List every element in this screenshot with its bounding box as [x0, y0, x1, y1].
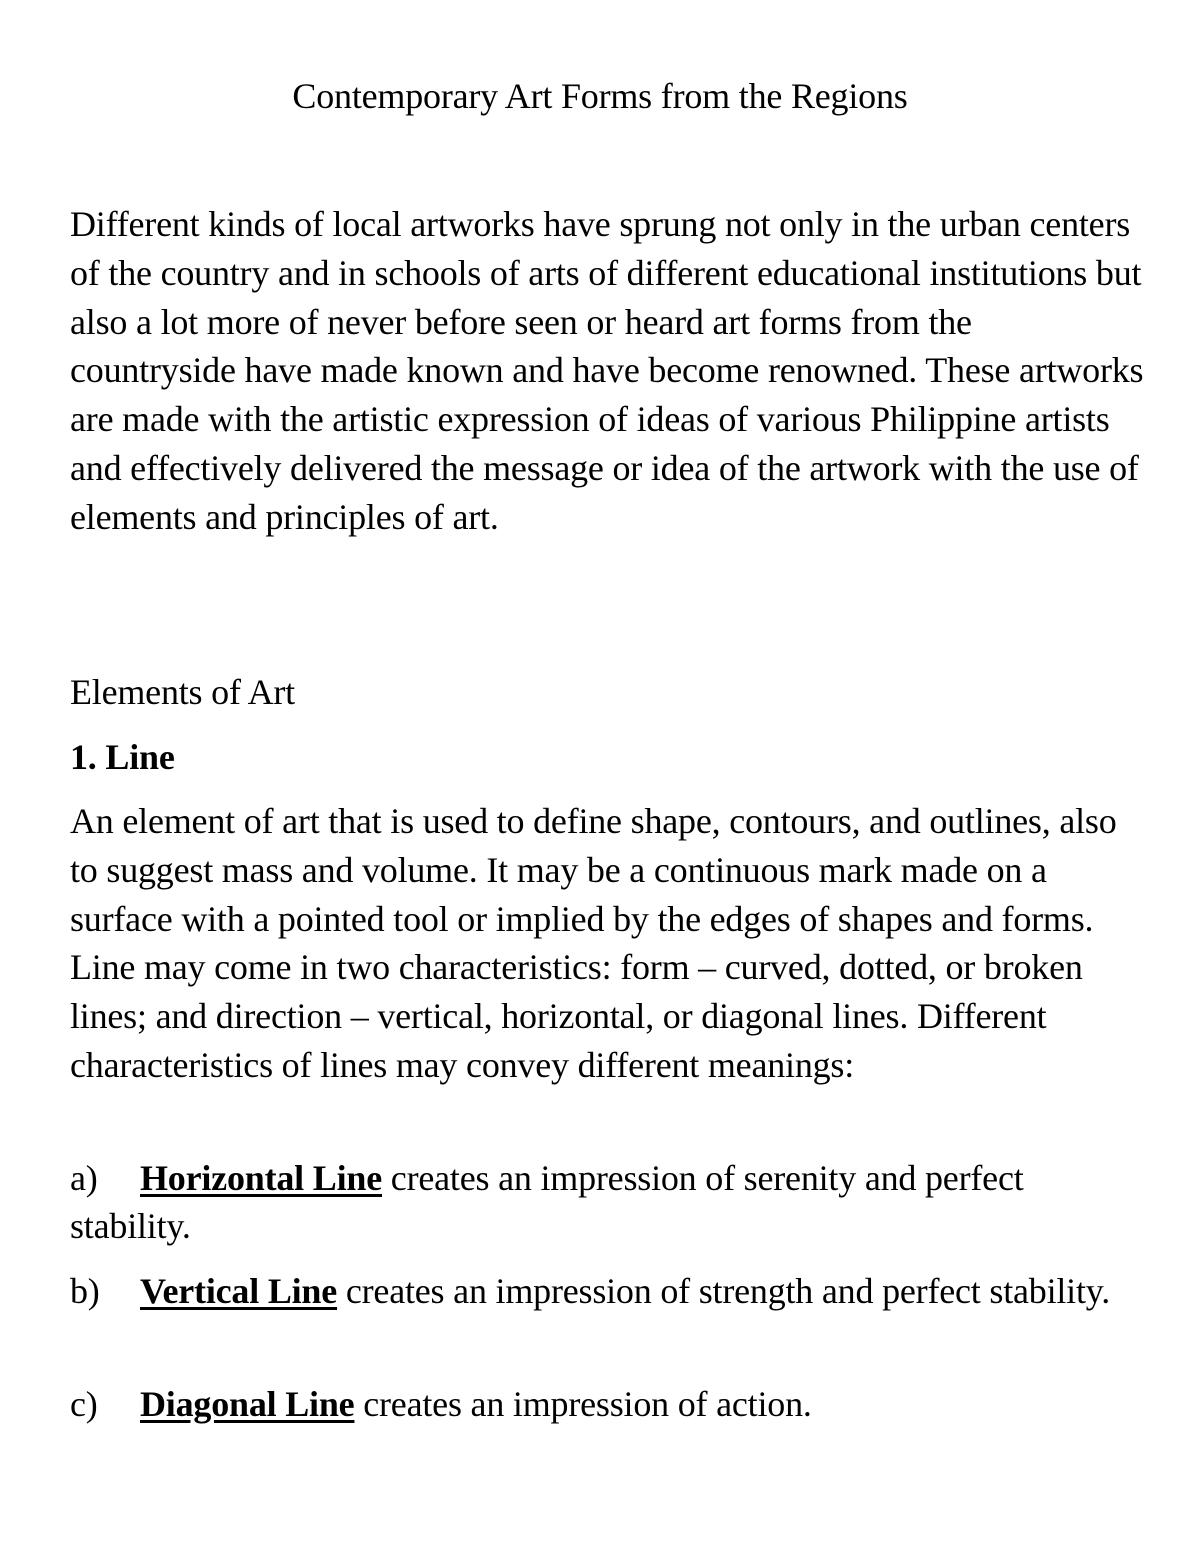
list-item-vertical-line [70, 1267, 1145, 1315]
line-section-heading: 1. Line [70, 737, 175, 777]
line-description-paragraph: An element of art that is used to define shape, contours, and outlines, also to suggest mass and volume. It may be a continuous mark made on a surface with a pointed tool or implied by the edges of shapes and forms. Line may come in two characteristics: form – curved, dotted, or broken lines; and direction – vertical, horizontal, or diagonal lines. Different characteristics of lines may convey different meanings: [70, 801, 1117, 1085]
list-item-text: creates an impression of serenity and perfect stability. [70, 1158, 1024, 1246]
list-marker: a) [70, 1158, 98, 1198]
list-item-text: creates an impression of action. [354, 1384, 812, 1424]
list-marker: c) [70, 1384, 98, 1424]
term-diagonal-line: Diagonal Line [140, 1384, 355, 1424]
document-title: Contemporary Art Forms from the Regions [292, 76, 908, 116]
list-marker: b) [70, 1271, 100, 1311]
list-item-diagonal-line [70, 1380, 1145, 1428]
term-vertical-line: Vertical Line [140, 1271, 338, 1311]
elements-of-art-heading: Elements of Art [70, 672, 295, 712]
intro-paragraph: Different kinds of local artworks have sprung not only in the urban centers of the country and in schools of arts of different educational institutions but also a lot more of never before seen or heard art forms from the countryside have made known and have become renowned. These artworks are made with the artistic expression of ideas of various Philippine artists and effectively delivered the message or idea of the artwork with the use of elements and principles of art. [70, 204, 1144, 537]
term-horizontal-line: Horizontal Line [140, 1158, 382, 1198]
list-item-text: creates an impression of strength and perfect stability. [337, 1271, 1111, 1311]
list-item-horizontal-line [70, 1154, 1145, 1250]
